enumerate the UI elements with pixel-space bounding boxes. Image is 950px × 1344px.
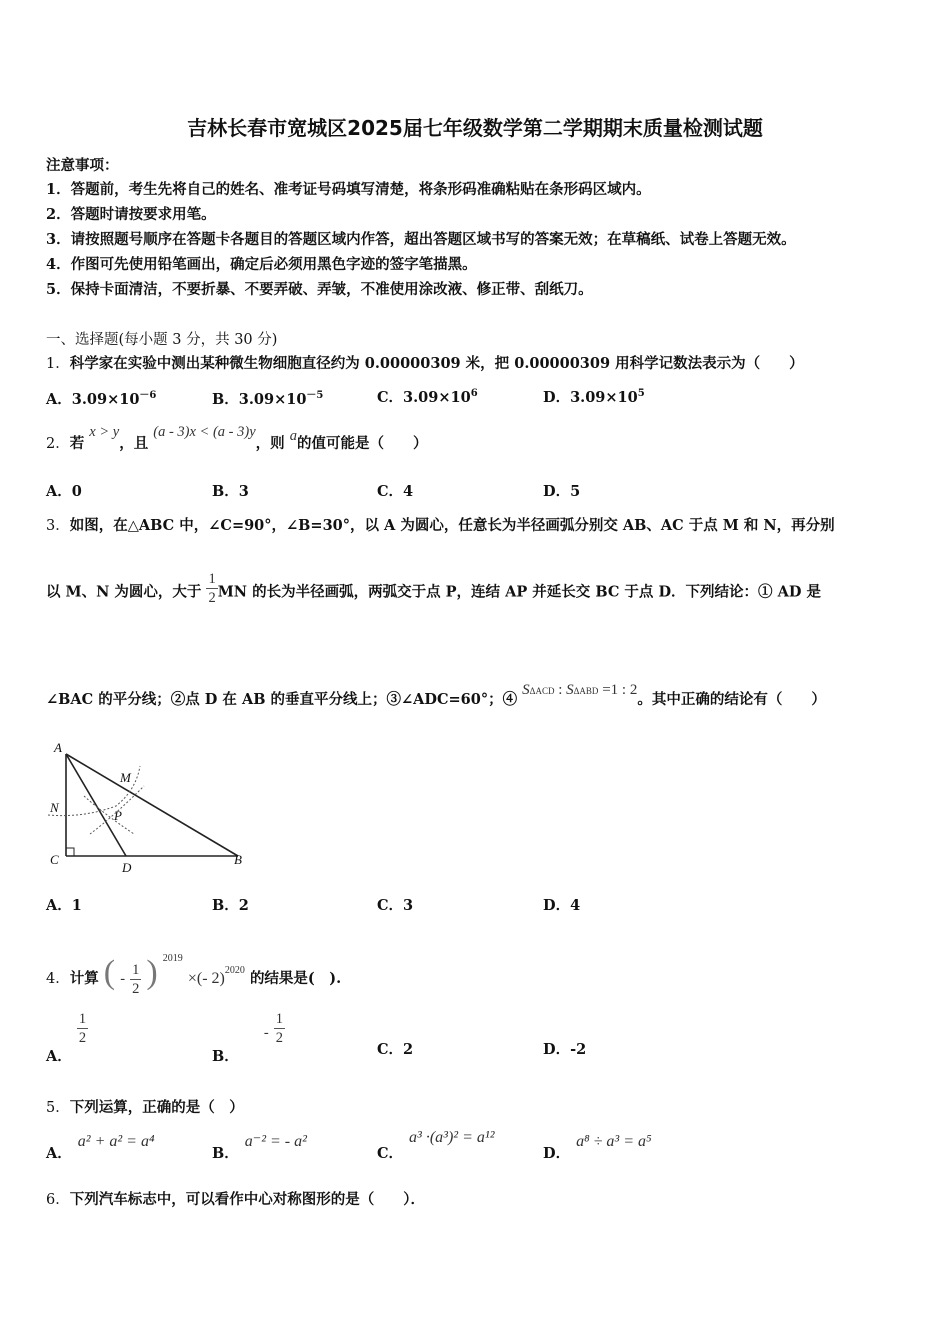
math-inequality: (a - 3)x < (a - 3)y: [153, 424, 256, 440]
right-angle-mark: [66, 848, 74, 856]
option-value: 3: [403, 897, 414, 914]
option-value: 2: [238, 897, 249, 914]
question-text: ，且: [119, 435, 149, 452]
numerator: 1: [132, 961, 140, 978]
question-text: 下列汽车标志中，可以看作中心对称图形的是（ ）．: [69, 1191, 425, 1208]
question-3-line-2: [46, 571, 821, 611]
question-number: 1．: [46, 356, 70, 372]
option-value: 1: [71, 897, 82, 914]
question-5: [46, 1096, 244, 1117]
label-n: N: [50, 800, 59, 815]
question-1: [46, 352, 804, 373]
numerator: 1: [275, 1011, 283, 1027]
notice-item-3: 3．请按照题号顺序在答题卡各题目的答题区域内作答，超出答题区域书写的答案无效；在草稿纸、试卷上答题无效。: [46, 231, 796, 248]
option-label: C．: [377, 897, 404, 914]
q2-option-d[interactable]: [543, 480, 580, 501]
question-text: 如图，在△ABC 中，∠C=90°，∠B=30°，以 A 为圆心，任意长为半径画弧分别交 AB、AC 于点 M 和 N，再分别: [69, 517, 835, 534]
question-number: 6．: [46, 1192, 70, 1208]
option-label: D．: [543, 483, 571, 500]
option-value: 2: [403, 1041, 414, 1058]
math-inequality: x > y: [89, 424, 120, 440]
question-text: MN 的长为半径画弧，两弧交于点 P，连结 AP 并延长交 BC 于点 D．下列结论：① AD 是: [217, 583, 821, 601]
option-math: a⁻² = - a²: [244, 1133, 307, 1150]
question-6: [46, 1188, 425, 1209]
label-b: B: [234, 852, 242, 867]
notice-item-4: 4．作图可先使用铅笔画出，确定后必须用黑色字迹的签字笔描黑。: [46, 256, 477, 273]
denominator: 2: [78, 1030, 87, 1046]
label-d: D: [122, 860, 132, 875]
q1-option-c[interactable]: [377, 386, 478, 407]
ratio-value: =1 : 2: [598, 682, 638, 698]
q4-option-c[interactable]: [377, 1038, 413, 1059]
option-value: 3.09×10: [570, 389, 638, 406]
question-3-line-3: [46, 682, 826, 709]
question-number: 4．: [46, 971, 70, 987]
fraction: [130, 961, 141, 998]
q4-option-d[interactable]: [543, 1038, 586, 1059]
numerator: 1: [78, 1011, 87, 1027]
q5-option-a[interactable]: [46, 1130, 155, 1166]
question-text: 的值可能是（ ）: [296, 435, 428, 452]
q3-option-b[interactable]: [212, 894, 249, 915]
option-value: 3: [238, 483, 249, 500]
denominator: 2: [132, 980, 140, 997]
q1-option-b[interactable]: [212, 386, 323, 409]
question-text: 下列运算，正确的是（ ）: [69, 1099, 244, 1116]
question-number: 3．: [46, 518, 70, 534]
area-ratio: [522, 682, 637, 698]
option-label: C．: [377, 1041, 404, 1058]
option-value: 4: [570, 897, 581, 914]
option-label: A．: [46, 897, 72, 914]
option-exponent: 6: [470, 388, 478, 400]
option-label: A．: [46, 1047, 72, 1065]
triangle-figure: [44, 738, 254, 878]
question-4: [46, 932, 342, 997]
q3-option-a[interactable]: [46, 894, 82, 915]
question-text: 。其中正确的结论有（ ）: [637, 691, 826, 708]
exponent: 2019: [162, 953, 183, 964]
option-label: A．: [46, 390, 72, 408]
area-subscript: ΔACD: [529, 686, 555, 696]
option-math: a² + a² = a⁴: [77, 1133, 155, 1150]
q4-option-a[interactable]: [46, 1010, 88, 1065]
question-text: 科学家在实验中测出某种微生物细胞直径约为 0.00000309 米，把 0.00000309 用科学记数法表示为（ ）: [69, 355, 804, 372]
question-3-line-1: [46, 514, 835, 535]
question-number: 2．: [46, 436, 70, 452]
option-label: B．: [212, 390, 239, 408]
area-subscript: ΔABD: [573, 686, 599, 696]
fraction: [206, 570, 217, 607]
q1-option-d[interactable]: [543, 386, 645, 407]
notice-heading: 注意事项：: [46, 157, 119, 174]
question-text: ∠BAC 的平分线；②点 D 在 AB 的垂直平分线上；③∠ADC=60°；④: [46, 691, 518, 708]
q2-option-a[interactable]: [46, 480, 82, 501]
q3-option-d[interactable]: [543, 894, 580, 915]
numerator: 1: [208, 571, 216, 587]
question-text: 若: [69, 435, 85, 452]
option-label: B．: [212, 1145, 239, 1162]
option-label: A．: [46, 1145, 72, 1162]
area-symbol: S: [566, 682, 574, 698]
label-c: C: [50, 852, 59, 867]
option-exponent: －5: [306, 390, 324, 401]
q2-option-b[interactable]: [212, 480, 249, 501]
option-value: 0: [71, 483, 82, 500]
notice-item-1: 1．答题前，考生先将自己的姓名、准考证号码填写清楚，将条形码准确粘贴在条形码区域内。: [46, 181, 651, 198]
math-expression: ×(- 2): [187, 970, 225, 987]
option-value: 3.09×10: [403, 389, 471, 406]
segment-ad: [66, 754, 126, 856]
notice-item-5: 5．保持卡面清洁，不要折暴、不要弄破、弄皱，不准使用涂改液、修正带、刮纸刀。: [46, 281, 593, 298]
fraction: [274, 1010, 285, 1047]
option-value: 3.09×10: [238, 390, 307, 408]
minus-sign: -: [263, 1024, 269, 1041]
option-label: B．: [212, 897, 239, 914]
option-exponent: 5: [637, 388, 645, 400]
option-value: 3.09×10: [71, 390, 140, 408]
option-value: 4: [403, 483, 414, 500]
page-title: 吉林长春市宽城区2025届七年级数学第二学期期末质量检测试题: [187, 116, 763, 140]
question-text: 的结果是( ).: [249, 970, 342, 987]
denominator: 2: [208, 590, 216, 606]
option-label: B．: [212, 1047, 239, 1065]
minus-sign: -: [120, 971, 126, 987]
q3-option-c[interactable]: [377, 894, 413, 915]
question-2: [46, 424, 428, 453]
notice-item-2: 2．答题时请按要求用笔。: [46, 206, 216, 223]
option-label: C．: [377, 483, 404, 500]
q5-option-b[interactable]: [212, 1130, 307, 1166]
q2-option-c[interactable]: [377, 480, 413, 501]
denominator: 2: [275, 1030, 283, 1046]
section-heading: 一、选择题(每小题 3 分，共 30 分): [46, 332, 278, 348]
option-label: C．: [377, 389, 404, 406]
question-text: 计算: [69, 970, 99, 987]
exponent: 2020: [224, 965, 245, 976]
q4-option-b[interactable]: [212, 1010, 285, 1065]
option-value: -2: [570, 1041, 587, 1058]
option-label: A．: [46, 483, 72, 500]
option-math: a⁸ ÷ a³ = a⁵: [576, 1133, 652, 1150]
option-label: D．: [543, 389, 571, 406]
left-paren: (: [103, 954, 116, 991]
side-ab: [66, 754, 238, 856]
question-text: ，则: [255, 435, 285, 452]
option-label: D．: [543, 1041, 571, 1058]
option-value: 5: [570, 483, 581, 500]
right-paren: ): [146, 954, 158, 991]
ratio-colon: :: [554, 682, 567, 698]
q1-option-a[interactable]: [46, 386, 156, 409]
label-m: M: [120, 770, 131, 785]
q5-option-c[interactable]: [377, 1126, 494, 1166]
area-symbol: S: [522, 682, 530, 698]
fraction: [77, 1010, 88, 1047]
question-text: 以 M、N 为圆心，大于: [46, 583, 202, 601]
question-number: 5．: [46, 1100, 70, 1116]
label-a: A: [54, 740, 62, 755]
option-label: D．: [543, 1145, 571, 1162]
option-label: B．: [212, 483, 239, 500]
option-label: D．: [543, 897, 571, 914]
option-label: C．: [377, 1145, 404, 1162]
math-variable: a: [289, 428, 297, 444]
option-math: a³ ·(a³)² = a¹²: [409, 1129, 495, 1146]
label-p: P: [114, 808, 122, 823]
option-exponent: －6: [139, 390, 157, 401]
q5-option-d[interactable]: [543, 1130, 652, 1166]
